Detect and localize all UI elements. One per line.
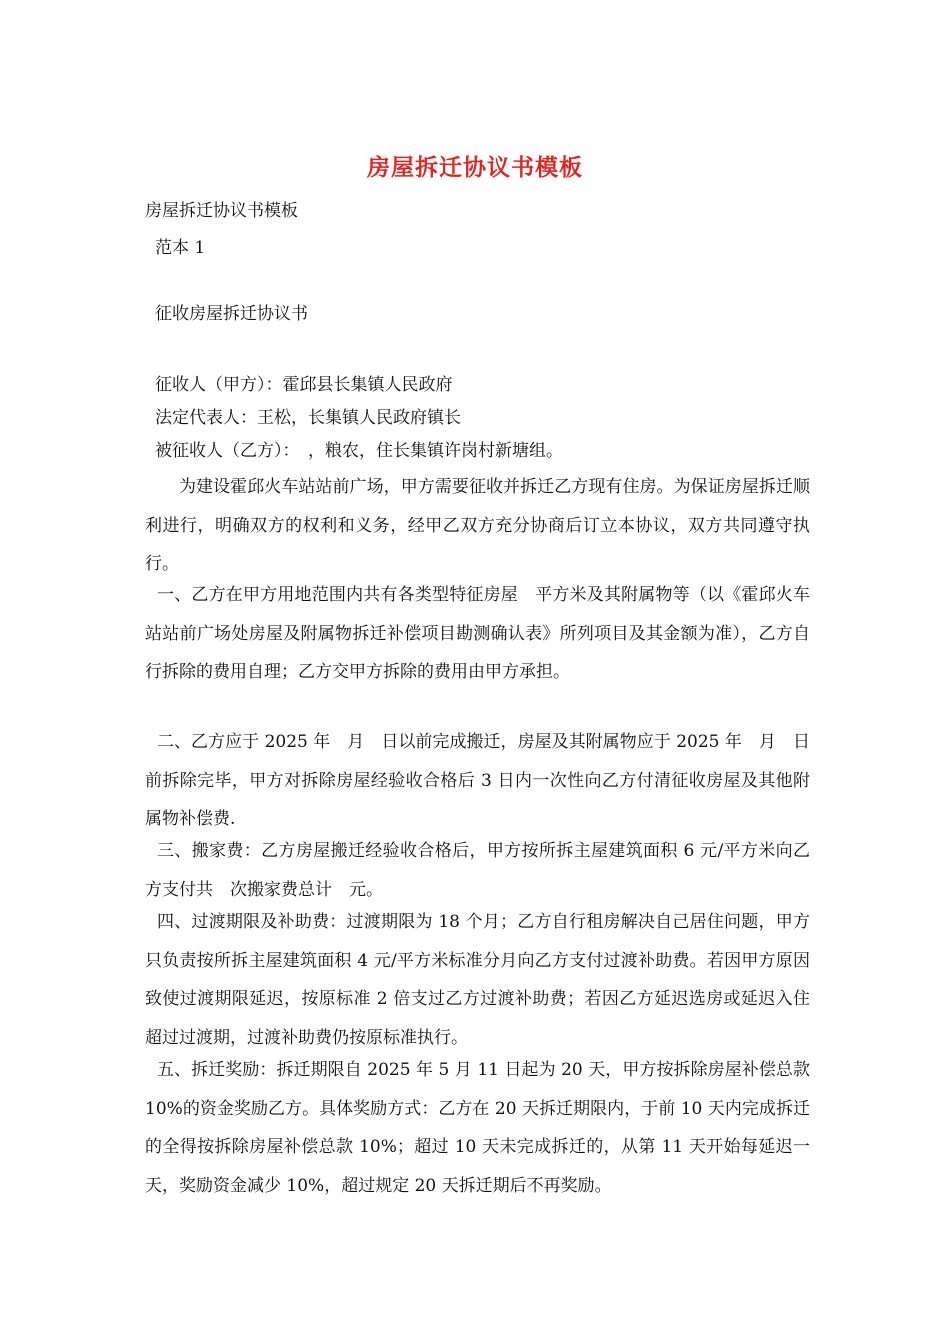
clause-2: 二、乙方应于 2025 年 月 日以前完成搬迁，房屋及其附属物应于 2025 年 月 日前拆除完毕，甲方对拆除房屋经验收合格后 3 日内一次性向乙方付清征收房屋及其他附属物补偿费.: [145, 732, 810, 829]
party-a-line: 征收人（甲方）：霍邱县长集镇人民政府: [155, 375, 453, 395]
clause-3: 三、搬家费：乙方房屋搬迁经验收合格后，甲方按所拆主屋建筑面积 6 元/平方米向乙方支付共 次搬家费总计 元。: [145, 841, 810, 900]
clause-5: 五、拆迁奖励：拆迁期限自 2025 年 5 月 11 日起为 20 天，甲方按拆除房屋补偿总款 10%的资金奖励乙方。具体奖励方式：乙方在 20 天拆迁期限内，于前 10 天内完成拆迁的全得按拆除房屋补偿总款 10%；超过 10 天未完成拆迁的，从第 11 天开始每延迟一天，奖励资金减少 10%，超过规定 20 天拆迁期后不再奖励。: [145, 1060, 810, 1196]
agreement-heading: 征收房屋拆迁协议书: [155, 304, 308, 324]
document-subtitle: 房屋拆迁协议书模板: [145, 201, 298, 221]
party-b-line: 被征收人（乙方）： ，粮农，住长集镇许岗村新塘组。: [155, 441, 563, 461]
clause-4: 四、过渡期限及补助费：过渡期限为 18 个月；乙方自行租房解决自己居住问题，甲方只负责按所拆主屋建筑面积 4 元/平方米标准分月向乙方支付过渡补助费。若因甲方原因致使过渡期限延迟，按原标准 2 倍支过乙方过渡补助费；若因乙方延迟选房或延迟入住超过过渡期，过渡补助费仍按原标准执行。: [145, 912, 810, 1048]
document-title: 房屋拆迁协议书模板: [367, 154, 583, 181]
clause-1: 一、乙方在甲方用地范围内共有各类型特征房屋 平方米及其附属物等（以《霍邱火车站站前广场处房屋及附属物拆迁补偿项目勘测确认表》所列项目及其金额为准），乙方自行拆除的费用自理；乙方交甲方拆除的费用由甲方承担。: [145, 585, 810, 682]
sample-label: 范本 1: [155, 238, 206, 258]
legal-representative-line: 法定代表人：王松，长集镇人民政府镇长: [155, 408, 461, 428]
intro-paragraph: 为建设霍邱火车站站前广场，甲方需要征收并拆迁乙方现有住房。为保证房屋拆迁顺利进行，明确双方的权利和义务，经甲乙双方充分协商后订立本协议，双方共同遵守执行。: [145, 477, 810, 574]
